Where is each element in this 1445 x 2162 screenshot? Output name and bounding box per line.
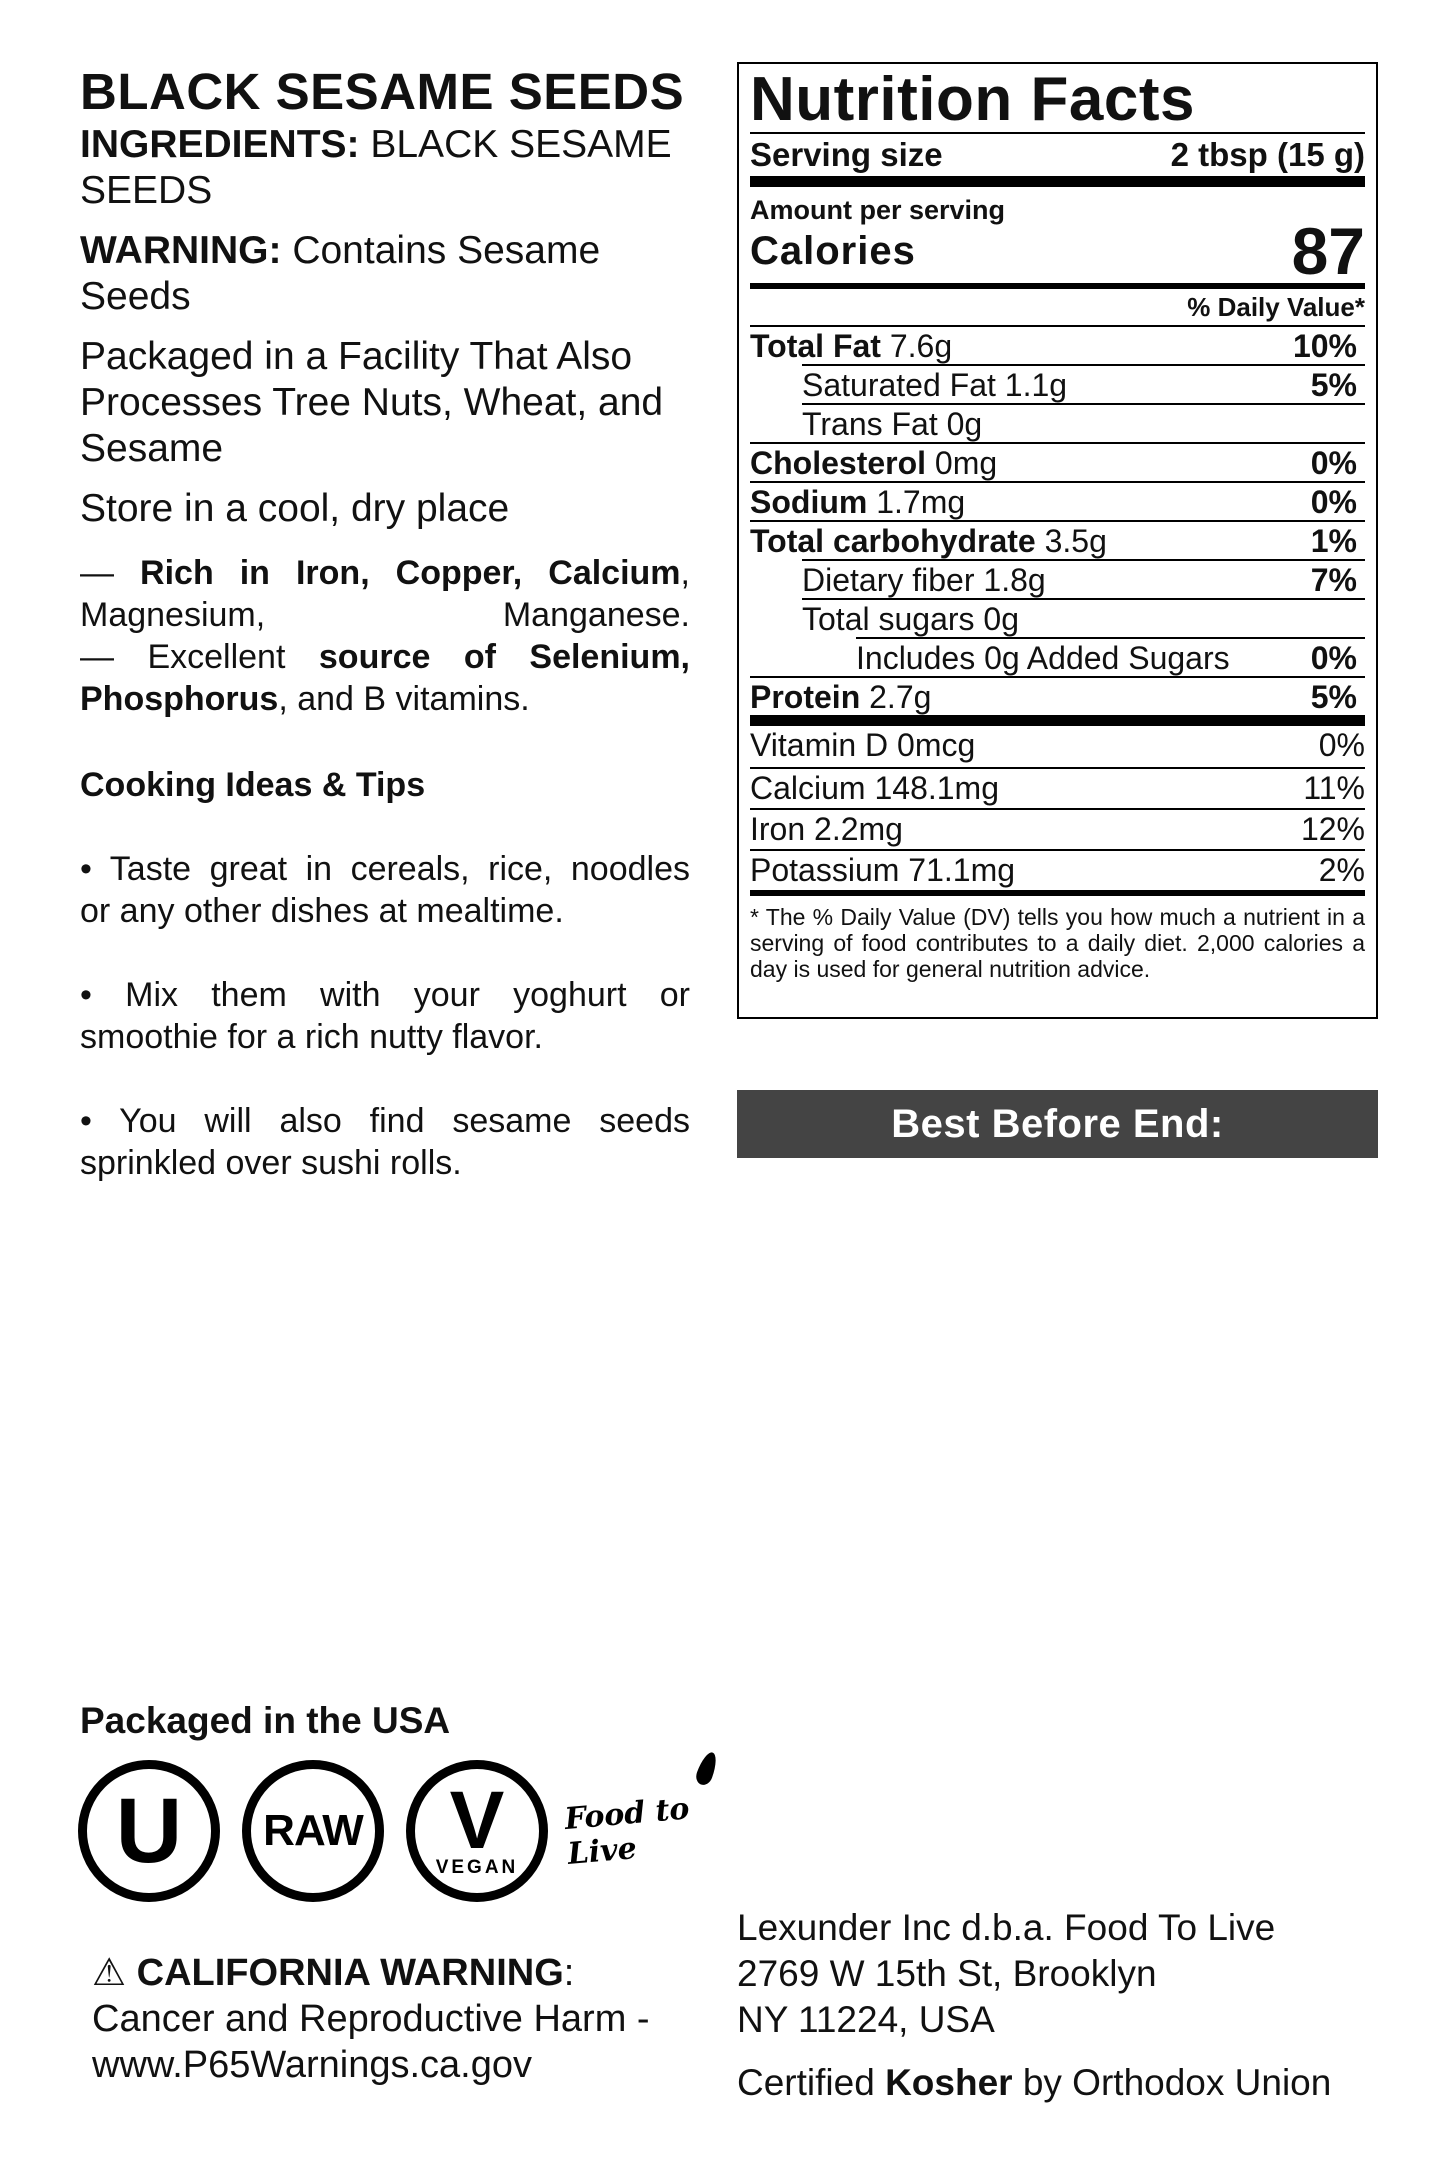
product-title: BLACK SESAME SEEDS bbox=[80, 63, 685, 120]
nutrient-row-trans-fat bbox=[802, 403, 1365, 442]
vegan-logo bbox=[406, 1760, 548, 1902]
company-street: 2769 W 15th St, Brooklyn bbox=[737, 1953, 1157, 1994]
nutrient-name: Total carbohydrate bbox=[750, 523, 1036, 559]
tip-item bbox=[80, 974, 690, 1058]
nutrient-row-dietary-fiber bbox=[802, 559, 1365, 598]
vitamin-dv: 12% bbox=[1300, 811, 1365, 847]
kosher-pre: Certified bbox=[737, 2062, 886, 2103]
tip-line: sprinkled over sushi rolls. bbox=[80, 1144, 462, 1182]
vitamin-row bbox=[750, 808, 1365, 849]
kosher-bold: Kosher bbox=[885, 2062, 1013, 2103]
facility-note: Packaged in a Facility That Also Processes Tree Nuts, Wheat, and Sesame bbox=[80, 335, 664, 470]
certification-logos bbox=[78, 1760, 728, 1910]
vitamin-row bbox=[750, 849, 1365, 890]
nutrient-name: Total sugars bbox=[802, 601, 975, 637]
nutrient-amount: 3.5g bbox=[1044, 523, 1107, 559]
nutrient-amount: 0mg bbox=[934, 445, 998, 481]
nutrient-amount: 0g bbox=[946, 406, 983, 442]
benefit-dash: — bbox=[80, 554, 114, 592]
nutrient-name: Trans Fat bbox=[802, 406, 938, 442]
kosher-post: by Orthodox Union bbox=[1012, 2062, 1332, 2103]
calories-row bbox=[750, 214, 1365, 288]
nutrient-name: Dietary fiber bbox=[802, 562, 975, 598]
vitamin-row bbox=[750, 767, 1365, 808]
nutrient-dv: 10% bbox=[1292, 328, 1357, 364]
nutrient-dv bbox=[1357, 600, 1365, 637]
nutrient-amount: 1.7mg bbox=[876, 484, 966, 520]
nutrient-row-protein bbox=[750, 676, 1365, 715]
calories-label: Calories bbox=[750, 229, 916, 273]
nutrient-name: Total Fat bbox=[750, 328, 881, 364]
vegan-logo-word: VEGAN bbox=[435, 1857, 519, 1878]
tip-line: smoothie for a rich nutty flavor. bbox=[80, 1018, 543, 1056]
amount-per-serving-label: Amount per serving bbox=[750, 195, 1006, 225]
p65-warnings-link[interactable]: www.P65Warnings.ca.gov bbox=[92, 2044, 533, 2086]
storage-note: Store in a cool, dry place bbox=[80, 487, 510, 530]
kosher-ou-letter: U bbox=[115, 1779, 183, 1882]
serving-size-label: Serving size bbox=[750, 136, 943, 173]
divider-thick bbox=[750, 176, 1365, 187]
benefit-rest: , and B vitamins. bbox=[278, 680, 530, 718]
nutrition-facts-title: Nutrition Facts bbox=[750, 65, 1195, 134]
ingredients-label: INGREDIENTS: bbox=[80, 123, 360, 166]
tip-item bbox=[80, 848, 690, 932]
warning-value: Contains Sesame Seeds bbox=[80, 229, 601, 318]
nutrient-amount: 1.8g bbox=[983, 562, 1046, 598]
vitamin-name: Vitamin D 0mcg bbox=[750, 727, 976, 763]
benefit-selenium bbox=[80, 636, 690, 720]
nutrient-name: Protein bbox=[750, 679, 861, 715]
benefit-bold: source of Selenium, Phosphorus bbox=[80, 638, 690, 718]
nutrition-facts-panel bbox=[737, 62, 1378, 1019]
california-warning bbox=[92, 1950, 650, 2088]
nutrient-dv: 0% bbox=[1310, 640, 1357, 676]
vitamin-name: Potassium 71.1mg bbox=[750, 852, 1016, 888]
benefit-dash: — Excellent bbox=[80, 638, 286, 676]
nutrient-amount: 2.7g bbox=[869, 679, 932, 715]
vitamin-name: Iron 2.2mg bbox=[750, 811, 903, 847]
kosher-ou-logo bbox=[78, 1760, 220, 1902]
nutrient-dv: 0% bbox=[1310, 484, 1357, 520]
nutrient-row-cholesterol bbox=[750, 442, 1365, 481]
tip-line: • Mix them with your yoghurt or bbox=[80, 976, 690, 1014]
tip-line: or any other dishes at mealtime. bbox=[80, 892, 564, 930]
nutrient-row-total-fat bbox=[750, 325, 1365, 364]
benefit-bold: Rich in Iron, Copper, Calcium bbox=[140, 554, 681, 592]
nutrient-dv bbox=[1357, 405, 1365, 442]
tip-line: • Taste great in cereals, rice, noodles bbox=[80, 850, 690, 888]
nutrient-dv: 0% bbox=[1310, 445, 1357, 481]
best-before-banner: Best Before End: bbox=[737, 1090, 1378, 1158]
ingredients-value: BLACK SESAME SEEDS bbox=[80, 123, 672, 212]
packaged-in-usa: Packaged in the USA bbox=[80, 1700, 451, 1741]
nutrient-row-saturated-fat bbox=[802, 364, 1365, 403]
vitamin-dv: 2% bbox=[1318, 852, 1365, 888]
raw-logo bbox=[242, 1760, 384, 1902]
calories-value: 87 bbox=[1291, 214, 1365, 288]
vegan-logo-letter: V bbox=[449, 1775, 505, 1866]
vitamin-dv: 0% bbox=[1318, 727, 1365, 763]
nutrient-amount: 7.6g bbox=[889, 328, 953, 364]
tip-item bbox=[80, 1100, 690, 1184]
allergen-warning bbox=[80, 228, 690, 320]
product-info-column bbox=[80, 62, 690, 1184]
tip-line: • You will also find sesame seeds bbox=[80, 1102, 690, 1140]
tips-heading: Cooking Ideas & Tips bbox=[80, 766, 426, 804]
nutrient-dv: 7% bbox=[1310, 562, 1357, 598]
serving-size-row bbox=[750, 134, 1365, 176]
ca-warning-colon: : bbox=[563, 1952, 575, 1994]
benefit-rest: , Magnesium, Manganese. bbox=[80, 554, 690, 634]
nutrient-dv: 5% bbox=[1310, 367, 1357, 403]
nutrient-name: Cholesterol bbox=[750, 445, 927, 481]
divider-medium bbox=[750, 890, 1365, 896]
nutrient-dv: 1% bbox=[1310, 523, 1357, 559]
nutrient-name: Saturated Fat bbox=[802, 367, 996, 403]
food-to-live-logo bbox=[563, 1788, 730, 1872]
company-name: Lexunder Inc d.b.a. Food To Live bbox=[737, 1907, 1276, 1948]
daily-value-footnote: * The % Daily Value (DV) tells you how much a nutrient in a serving of food contributes to a daily diet. 2,000 calories a day is used for general nutrition advice. bbox=[750, 904, 1365, 982]
brand-logo-text: Food to Live bbox=[563, 1791, 691, 1872]
leaf-icon bbox=[694, 1750, 721, 1787]
serving-size-value: 2 tbsp (15 g) bbox=[1170, 136, 1365, 173]
ca-warning-text: Cancer and Reproductive Harm - bbox=[92, 1998, 650, 2040]
nutrient-row-sodium bbox=[750, 481, 1365, 520]
vitamin-dv: 11% bbox=[1303, 770, 1365, 806]
kosher-certification bbox=[737, 2060, 1331, 2106]
raw-logo-text: RAW bbox=[263, 1806, 363, 1855]
nutrient-row-added-sugars bbox=[856, 637, 1365, 676]
ingredients bbox=[80, 122, 690, 214]
nutrient-row-total-carbohydrate bbox=[750, 520, 1365, 559]
warning-triangle-icon: ⚠ bbox=[92, 1952, 127, 1994]
nutrient-dv: 5% bbox=[1310, 679, 1357, 715]
divider-thick bbox=[750, 715, 1365, 726]
vitamin-row bbox=[750, 726, 1365, 767]
benefit-iron bbox=[80, 552, 690, 636]
company-address bbox=[737, 1905, 1275, 2043]
nutrient-amount: 1.1g bbox=[1004, 367, 1068, 403]
vitamin-name: Calcium 148.1mg bbox=[750, 770, 999, 806]
nutrient-amount: 0g bbox=[983, 601, 1020, 637]
nutrient-name: Sodium bbox=[750, 484, 868, 520]
warning-label: WARNING: bbox=[80, 229, 282, 272]
daily-value-header: % Daily Value* bbox=[1187, 292, 1365, 322]
nutrient-name: Includes 0g Added Sugars bbox=[856, 640, 1230, 676]
nutrient-row-total-sugars bbox=[802, 598, 1365, 637]
ca-warning-title: CALIFORNIA WARNING bbox=[136, 1952, 564, 1994]
company-city: NY 11224, USA bbox=[737, 1999, 995, 2040]
